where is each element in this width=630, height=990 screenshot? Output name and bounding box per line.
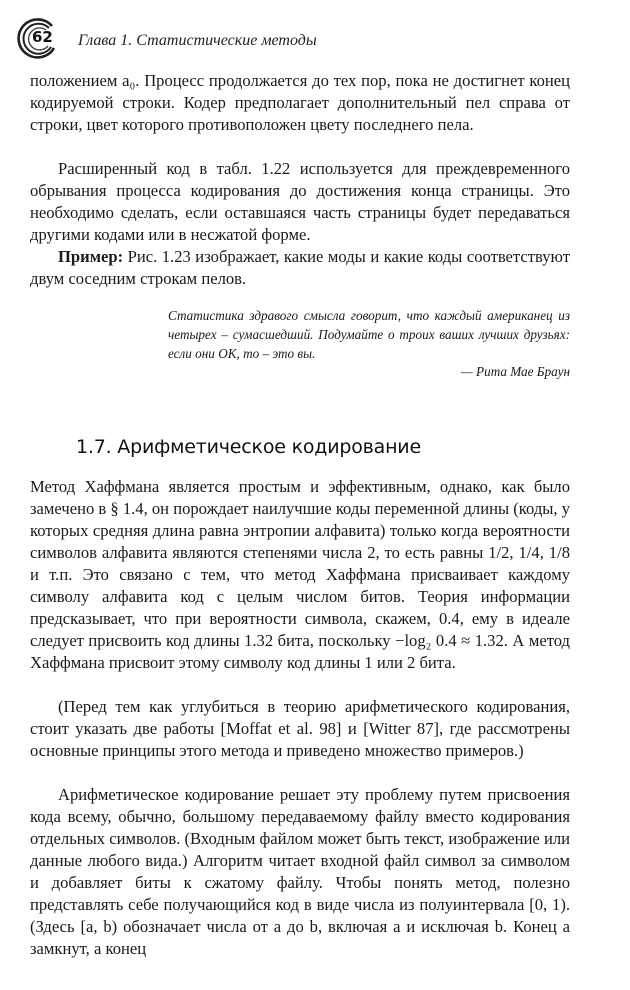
example-text: Рис. 1.23 изображает, какие моды и какие коды соответствуют двум соседним строкам пелов. <box>30 247 570 288</box>
running-title: Глава 1. Статистические методы <box>78 32 317 49</box>
paragraph-arithmetic: Арифметическое кодирование решает эту проблему путем присвоения кода всему, обычно, большому передаваемому файлу вместо кодирования отдельных символов. (Входным файлом может быть текст, изображение или данные любого вида.) Алгоритм читает входной файл символ за символом и добавляет биты к сжатому файлу. Чтобы понять метод, полезно представлять себе получающийся код в виде числа из полуинтервала [0, 1). (Здесь [a, b) обозначает числа от a до b, включая a и исключая b. Конец a замкнут, а конец <box>30 785 570 958</box>
epigraph-author: — Рита Мае Браун <box>461 364 570 379</box>
epigraph-quote: Статистика здравого смысла говорит, что каждый американец из четырех – сумасшедший. Подумайте о троих ваших лучших друзьях: если они ОК, то – это вы. <box>168 308 570 361</box>
paragraph-references: (Перед тем как углубиться в теорию арифметического кодирования, стоит указать две работы [Moffat et al. 98] и [Witter 87], где рассмотрены основные принципы этого метода и приведено множество примеров.) <box>30 697 570 760</box>
paragraph-example <box>30 246 570 290</box>
section-heading: 1.7. Арифметическое кодирование <box>76 436 421 458</box>
example-label: Пример: <box>58 247 124 266</box>
paragraph-continued: положением a₀. Процесс продолжается до тех пор, пока не достигнет конец кодируемой строки. Кодер предполагает дополнительный пел справа от строки, цвет которого противоположен цвету последнего пела. <box>30 71 570 134</box>
paragraph-extended-code: Расширенный код в табл. 1.22 используется для преждевременного обрывания процесса кодирования до достижения конца страницы. Это необходимо сделать, если оставшаяся часть страницы будет передаваться другими кодами или в несжатой форме. <box>30 159 570 244</box>
page-number: 62 <box>32 28 53 46</box>
paragraph-huffman: Метод Хаффмана является простым и эффективным, однако, как было замечено в § 1.4, он порождает наилучшие коды переменной длины (коды, у которых средняя длина равна энтропии алфавита) только когда вероятности символов алфавита являются степенями числа 2, то есть равны 1/2, 1/4, 1/8 и т.п. Это связано с тем, что метод Хаффмана присваивает каждому символу алфавита код с целым числом битов. Теория информации предсказывает, что при вероятности символа, скажем, 0.4, ему в идеале следует присвоить код длины 1.32 бита, поскольку −log₂ 0.4 ≈ 1.32. А метод Хаффмана присвоит этому символу код длины 1 или 2 бита. <box>30 477 570 672</box>
running-head <box>14 14 614 64</box>
